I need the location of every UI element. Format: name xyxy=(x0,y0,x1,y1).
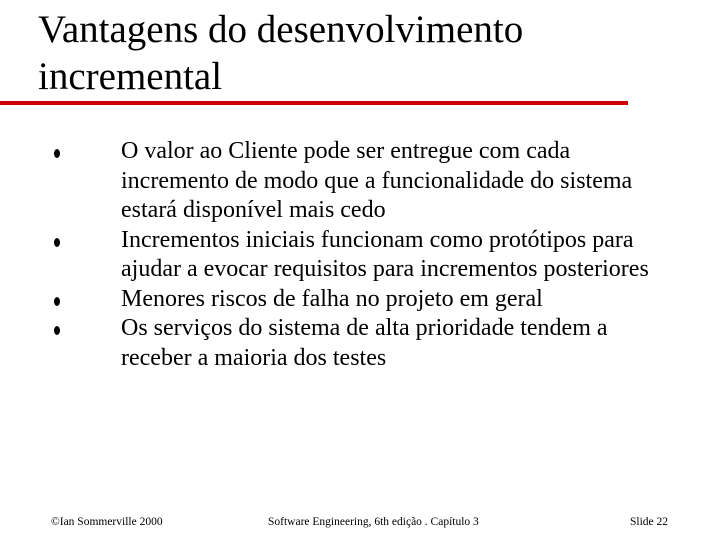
footer-slide-number: Slide 22 xyxy=(630,516,669,528)
bullet-item xyxy=(54,226,684,285)
bullet-item xyxy=(54,285,684,315)
bullet-dot-icon xyxy=(54,326,60,335)
bullet-text: Os serviços do sistema de alta prioridade tendem a receber a maioria dos testes xyxy=(121,315,608,371)
bullet-text: Incrementos iniciais funcionam como protótipos para ajudar a evocar requisitos para incrementos posteriores xyxy=(121,226,649,282)
bullet-text: Menores riscos de falha no projeto em geral xyxy=(121,285,543,312)
bullet-item xyxy=(54,137,684,226)
bullet-item xyxy=(54,314,684,373)
footer-copyright: ©Ian Sommerville 2000 xyxy=(51,516,163,528)
bullet-dot-icon xyxy=(54,238,60,247)
bullet-list xyxy=(54,137,684,373)
bullet-dot-icon xyxy=(54,297,60,306)
title-underline xyxy=(0,101,628,105)
bullet-text: O valor ao Cliente pode ser entregue com cada incremento de modo que a funcionalidade do sistema estará disponível mais cedo xyxy=(121,138,633,223)
slide-title: Vantagens do desenvolvimento incremental xyxy=(38,8,524,98)
bullet-dot-icon xyxy=(54,149,60,158)
footer-book-title: Software Engineering, 6th edição . Capítulo 3 xyxy=(268,516,479,528)
